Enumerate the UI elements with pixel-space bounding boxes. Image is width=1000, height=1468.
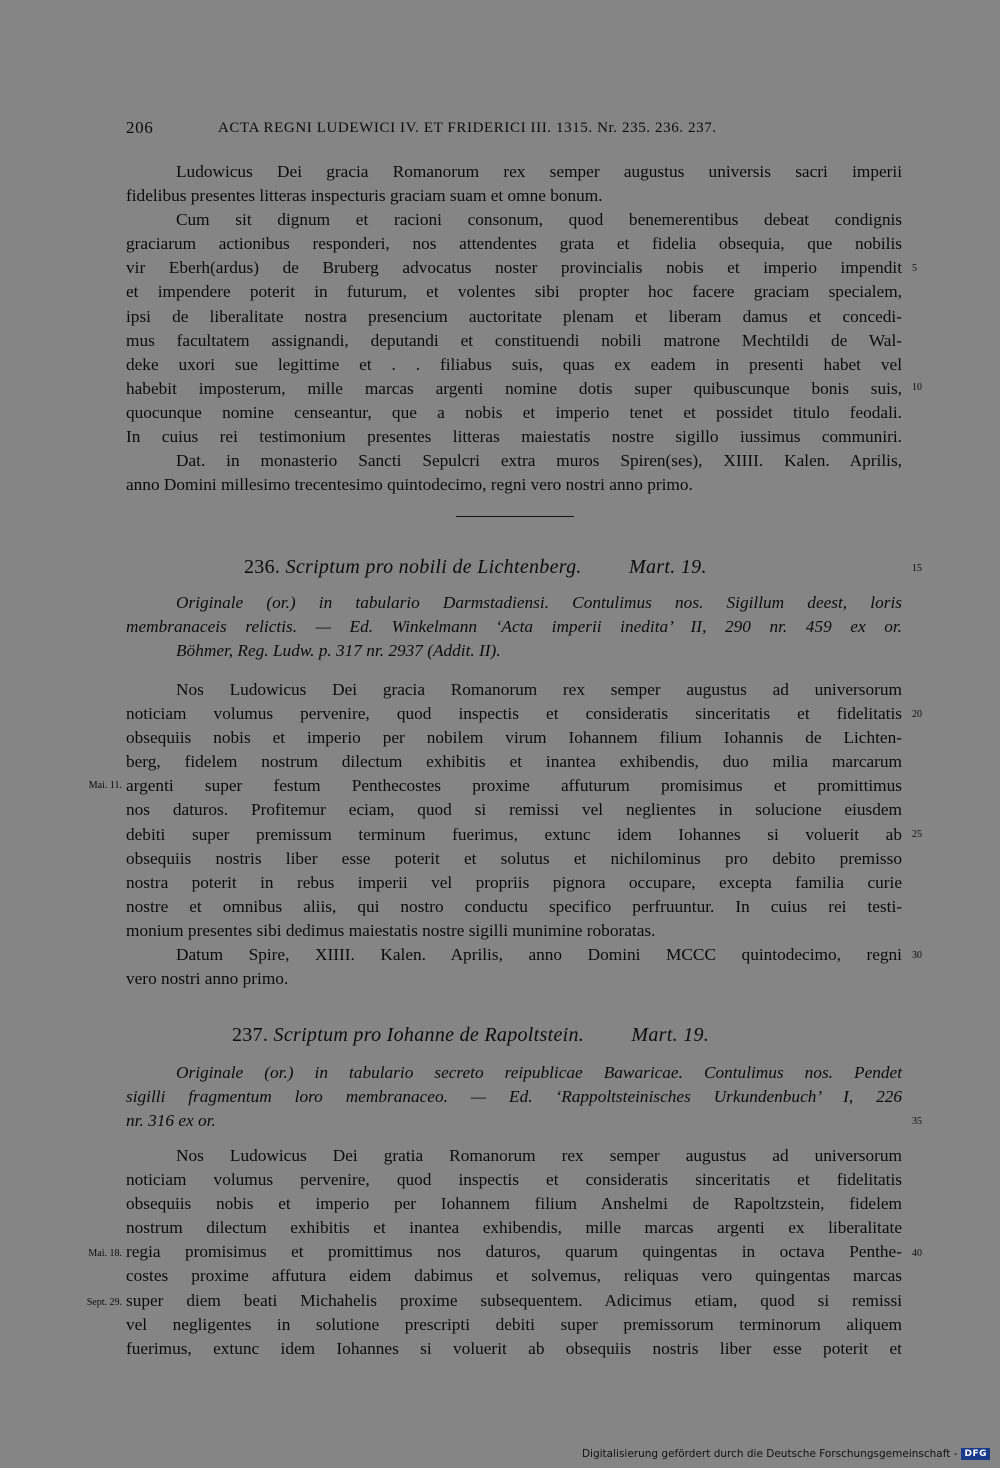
text-line: fuerimus, extunc idem Iohannes si voluerit ab obsequiis nostris liber esse poterit et	[126, 1338, 902, 1358]
text-line: regia promisimus et promittimus nos daturos, quarum quingentas in octava Penthe-	[126, 1242, 902, 1262]
text-line: fidelibus presentes litteras inspecturis graciam suam et omne bonum.	[126, 186, 603, 206]
text-line: vir Eberh(ardus) de Bruberg advocatus noster provincialis nobis et imperio impendit	[126, 258, 902, 278]
doc-number: 236.	[244, 556, 281, 578]
dfg-logo: DFG	[961, 1448, 990, 1460]
doc-date: Mart. 19.	[629, 556, 707, 578]
text-line: deke uxori sue legittime et . . filiabus suis, quas ex eadem in presenti habet vel	[126, 354, 902, 374]
doc236-text	[126, 678, 902, 991]
text-line: debiti super premissum terminum fuerimus, extunc idem Iohannes si voluerit ab	[126, 824, 902, 844]
page-number: 206	[126, 118, 154, 137]
running-title: ACTA REGNI LUDEWICI IV. ET FRIDERICI III. 1315. Nr. 235. 236. 237.	[218, 120, 717, 136]
doc236-heading	[244, 556, 707, 579]
text-line: Datum Spire, XIIII. Kalen. Aprilis, anno Domini MCCC quintodecimo, regni	[176, 945, 902, 965]
line-number: 20	[912, 709, 922, 720]
text-line: argenti super festum Penthecostes proxime affuturum promisimus et promittimus	[126, 776, 902, 796]
margin-date-note: Mai. 11.	[88, 780, 122, 791]
line-number: 25	[912, 829, 922, 840]
text-line: noticiam volumus pervenire, quod inspectis et consideratis sinceritatis et fidelitatis	[126, 704, 902, 724]
text-line: obsequiis nostris liber esse poterit et solutus et nichilominus pro debito premisso	[126, 848, 902, 868]
text-line: nostre et omnibus aliis, qui nostro conductu specifico perfruuntur. In cuius rei testi-	[126, 896, 902, 916]
text-line: obsequiis nobis et imperio per nobilem virum Iohannem filium Iohannis de Lichten-	[126, 728, 902, 748]
text-line: noticiam volumus pervenire, quod inspectis et consideratis sinceritatis et fidelitatis	[126, 1170, 902, 1190]
section-divider	[456, 516, 574, 517]
note-line: Originale (or.) in tabulario Darmstadiensi. Contulimus nos. Sigillum deest, loris	[176, 593, 902, 612]
text-line: In cuius rei testimonium presentes litteras maiestatis nostre sigillo iussimus communiri.	[126, 427, 902, 447]
margin-date-note: Sept. 29.	[86, 1297, 122, 1308]
text-line: mus facultatem assignandi, deputandi et constituendi nobili matrone Mechtildi de Wal-	[126, 330, 902, 350]
digitization-footer	[582, 1448, 990, 1460]
text-line: obsequiis nobis et imperio per Iohannem filium Anshelmi de Rapoltzstein, fidelem	[126, 1194, 902, 1214]
text-line: quocunque nomine censeantur, que a nobis et imperio tenet et possidet titulo feodali.	[126, 402, 902, 422]
note-line: sigilli fragmentum loro membranaceo. — Ed. ‘Rappoltsteinisches Urkundenbuch’ I, 226	[126, 1087, 902, 1107]
doc-title: Scriptum pro nobili de Lichtenberg.	[285, 556, 582, 578]
text-line: Dat. in monasterio Sancti Sepulcri extra muros Spiren(ses), XIIII. Kalen. Aprilis,	[176, 451, 902, 471]
text-line: nostrum dilectum exhibitis et inantea exhibendis, mille marcas argenti ex liberalitate	[126, 1218, 902, 1238]
line-number: 35	[912, 1116, 922, 1127]
doc237-text	[126, 1144, 902, 1361]
line-number: 10	[912, 382, 922, 393]
line-number: 5	[912, 263, 917, 274]
doc236-source-note	[126, 591, 902, 663]
note-line: membranaceis relictis. — Ed. Winkelmann ‘Acta imperii inedita’ II, 290 nr. 459 ex or.	[126, 617, 902, 637]
text-line: ipsi de liberalitate nostra presencium auctoritate plenam et liberam damus et concedi-	[126, 306, 902, 326]
doc237-source-note	[126, 1061, 902, 1133]
text-line: Nos Ludowicus Dei gratia Romanorum rex semper augustus ad universorum	[176, 1146, 902, 1165]
text-line: costes proxime affutura eidem dabimus et solvemus, reliquas vero quingentas marcas	[126, 1266, 902, 1286]
text-line: vero nostri anno primo.	[126, 969, 289, 989]
text-line: nos daturos. Profitemur eciam, quod si remissi vel neglientes in solucione eiusdem	[126, 800, 902, 820]
line-number: 15	[912, 563, 922, 574]
text-line: berg, fidelem nostrum dilectum exhibitis et inantea exhibendis, duo milia marcarum	[126, 752, 902, 772]
margin-date-note: Mai. 18.	[88, 1248, 122, 1259]
line-number: 40	[912, 1248, 922, 1259]
doc-title: Scriptum pro Iohanne de Rapoltstein.	[273, 1024, 585, 1046]
text-line: graciarum actionibus responderi, nos attendentes grata et fidelia obsequia, que nobilis	[126, 234, 902, 254]
text-line: vel negligentes in solutione prescripti debiti super premissorum terminorum aliquem	[126, 1314, 902, 1334]
text-line: Nos Ludowicus Dei gracia Romanorum rex semper augustus ad universorum	[176, 680, 902, 699]
note-line: nr. 316 ex or.	[126, 1111, 216, 1131]
footer-text: Digitalisierung gefördert durch die Deutsche Forschungsgemeinschaft -	[581, 1448, 958, 1460]
text-line: nostra poterit in rebus imperii vel propriis pignora occupare, excepta familia curie	[126, 872, 902, 892]
text-line: Ludowicus Dei gracia Romanorum rex semper augustus universis sacri imperii	[176, 162, 902, 181]
text-line: habebit imposterum, mille marcas argenti nomine dotis super quibuscunque bonis suis,	[126, 378, 902, 398]
line-number: 30	[912, 950, 922, 961]
doc-date: Mart. 19.	[631, 1024, 710, 1046]
text-line: Cum sit dignum et racioni consonum, quod benemerentibus debeat condignis	[176, 210, 902, 230]
text-line: et impendere poterit in futurum, et volentes sibi propter hoc facere graciam specialem,	[126, 282, 902, 302]
note-line: Böhmer, Reg. Ludw. p. 317 nr. 2937 (Addit. II).	[176, 641, 501, 661]
doc-number: 237.	[232, 1024, 269, 1046]
doc237-heading	[232, 1024, 709, 1047]
text-line: monium presentes sibi dedimus maiestatis nostre sigilli munimine roboratas.	[126, 920, 656, 940]
text-line: super diem beati Michahelis proxime subsequentem. Adicimus etiam, quod si remissi	[126, 1290, 902, 1310]
doc235-text	[126, 160, 902, 497]
text-line: anno Domini millesimo trecentesimo quintodecimo, regni vero nostri anno primo.	[126, 475, 693, 495]
note-line: Originale (or.) in tabulario secreto reipublicae Bawaricae. Contulimus nos. Pendet	[176, 1063, 902, 1082]
